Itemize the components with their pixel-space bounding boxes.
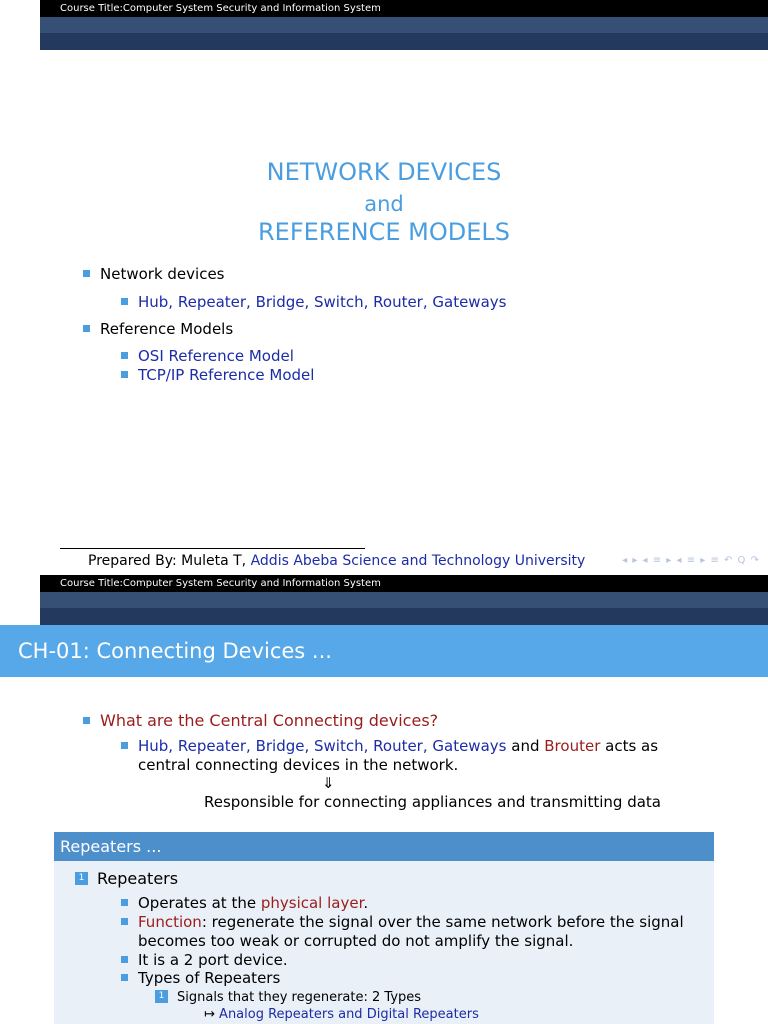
bullet-icon <box>121 956 128 963</box>
footer <box>88 553 585 569</box>
bullet-icon <box>121 974 128 981</box>
acts-as-text: acts as <box>605 737 659 755</box>
devices-line-2: central connecting devices in the network. <box>138 756 459 774</box>
footer-author: Prepared By: Muleta T, <box>88 553 247 569</box>
devices-item <box>121 737 658 755</box>
port-item <box>121 951 288 969</box>
types-item <box>121 969 280 987</box>
bullet-icon <box>83 270 90 277</box>
types-text: Types of Repeaters <box>138 969 281 987</box>
and-word: and <box>511 737 540 755</box>
repeaters-label: Repeaters <box>97 869 179 888</box>
signals-text: Signals that they regenerate: 2 Types <box>177 990 422 1005</box>
down-arrow-icon: ⇓ <box>322 774 335 792</box>
bullet-icon <box>121 352 128 359</box>
header-subbar <box>40 17 768 50</box>
bullet-icon <box>121 899 128 906</box>
list-subitem-devices <box>121 293 506 311</box>
question-text: What are the Central Connecting devices? <box>100 711 439 730</box>
enum-number-icon: 1 <box>155 990 168 1003</box>
operates-suffix: . <box>363 894 369 912</box>
function-item <box>121 913 684 931</box>
analog-digital-text: Analog Repeaters and Digital Repeaters <box>219 1007 479 1022</box>
function-label: Function <box>138 913 202 931</box>
frame-title: CH-01: Connecting Devices ... <box>0 625 768 677</box>
port-text: It is a 2 port device. <box>138 951 288 969</box>
footer-divider <box>60 548 365 549</box>
header-stripe <box>40 592 768 608</box>
subitem-label: Hub, Repeater, Bridge, Switch, Router, Gateways <box>138 293 507 311</box>
subitem-label: OSI Reference Model <box>138 347 294 365</box>
analog-digital-item <box>204 1007 479 1022</box>
list-subitem-osi <box>121 347 294 365</box>
course-title-bar: Course Title:Computer System Security and Information System <box>40 0 768 17</box>
course-title-bar: Course Title:Computer System Security and Information System <box>40 575 768 592</box>
subitem-label: TCP/IP Reference Model <box>138 366 315 384</box>
title-line-2: and <box>364 192 404 216</box>
list-item-network-devices <box>83 265 224 283</box>
header-subbar <box>40 592 768 625</box>
repeaters-block <box>54 832 714 1024</box>
title-line-1: NETWORK DEVICES <box>266 158 502 186</box>
enum-number-icon: 1 <box>75 872 88 885</box>
beamer-navigation-icon[interactable]: ◂ ▸ ◂ ≡ ▸ ◂ ≡ ▸ ≡ ↶ Q ↷ <box>622 555 760 566</box>
devices-list: Hub, Repeater, Bridge, Switch, Router, Gateways <box>138 737 507 755</box>
list-subitem-tcpip <box>121 366 314 384</box>
slide-2 <box>0 575 768 1024</box>
operates-prefix: Operates at the <box>138 894 257 912</box>
bullet-icon <box>121 371 128 378</box>
function-line-2: becomes too weak or corrupted do not amplify the signal. <box>138 932 574 950</box>
signals-item <box>155 990 421 1005</box>
header-stripe <box>40 17 768 33</box>
bullet-icon <box>121 298 128 305</box>
maps-to-arrow-icon: ↦ <box>204 1007 215 1022</box>
physical-layer-term: physical layer <box>260 894 364 912</box>
brouter-word: Brouter <box>544 737 601 755</box>
item-label: Reference Models <box>100 320 234 338</box>
item-label: Network devices <box>100 265 225 283</box>
operates-item <box>121 894 368 912</box>
bullet-icon <box>121 742 128 749</box>
bullet-icon <box>83 717 90 724</box>
question-item <box>83 711 438 730</box>
block-title: Repeaters ... <box>54 832 714 861</box>
title-line-3: REFERENCE MODELS <box>258 218 510 246</box>
footer-institution: Addis Abeba Science and Technology University <box>250 553 586 569</box>
bullet-icon <box>83 325 90 332</box>
function-text: : regenerate the signal over the same network before the signal <box>201 913 684 931</box>
repeaters-heading <box>75 869 178 888</box>
responsible-text: Responsible for connecting appliances and transmitting data <box>204 793 661 811</box>
list-item-reference-models <box>83 320 233 338</box>
bullet-icon <box>121 918 128 925</box>
